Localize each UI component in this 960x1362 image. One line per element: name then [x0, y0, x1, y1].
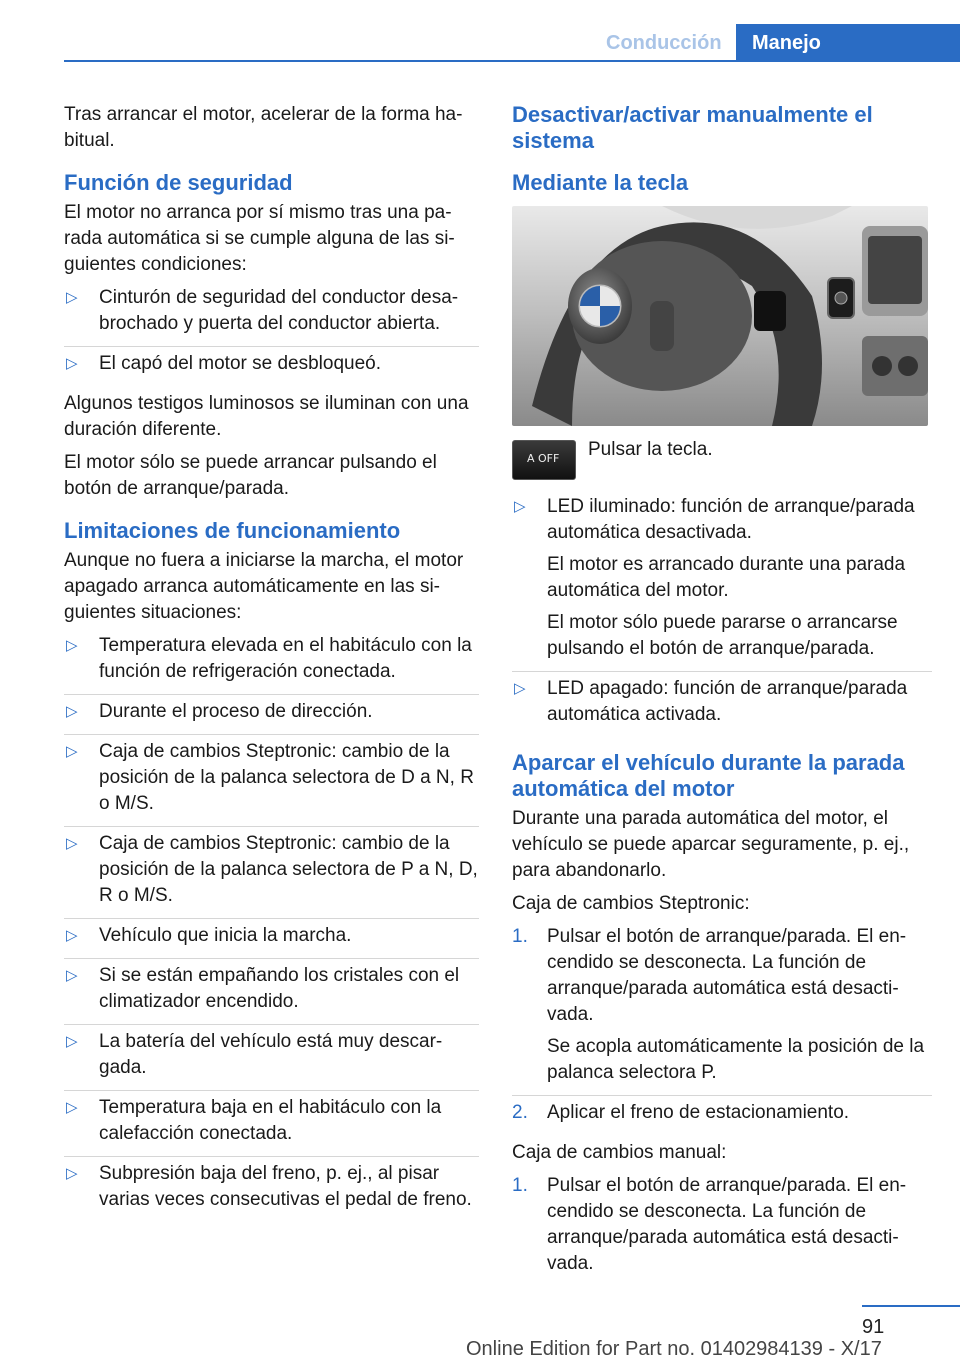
left-column: [64, 102, 479, 1227]
list-item: ▷ Cinturón de seguridad del conductor desa‐brochado y puerta del conductor abierta.: [64, 285, 479, 343]
list-item: ▷ Temperatura baja en el habitáculo con la calefacción conectada.: [64, 1095, 479, 1153]
led-on-sub-1: El motor es arrancado durante una parada automática del motor.: [547, 554, 906, 601]
intro-paragraph: Tras arrancar el motor, acelerar de la forma ha‐bitual.: [64, 104, 463, 151]
parking-paragraph: Durante una parada automática del motor, el vehículo se puede aparcar seguramente, p. ej., para abandonarlo.: [512, 808, 910, 881]
list-item: ▷ La batería del vehículo está muy descar‐gada.: [64, 1029, 479, 1087]
start-paragraph: El motor sólo se puede arrancar pulsando el botón de arranque/parada.: [64, 452, 437, 499]
step-number: 1.: [512, 1175, 528, 1196]
step-number: 1.: [512, 926, 528, 947]
list-item: ▷ Si se están empañando los cristales con el climatizador encendido.: [64, 963, 479, 1021]
list-item: [512, 494, 932, 668]
list-item: ▷ Caja de cambios Steptronic: cambio de la posición de la palanca selectora de D a N, R o M/S.: [64, 739, 479, 823]
step-number: 2.: [512, 1102, 528, 1123]
list-item: ▷ Subpresión baja del freno, p. ej., al pisar varias veces consecutivas el pedal de freno.: [64, 1161, 479, 1219]
page-number: 91: [862, 1316, 885, 1338]
steptronic-steps: [512, 924, 932, 1132]
list-item: ▷ Temperatura elevada en el habitáculo con la función de refrigeración conectada.: [64, 633, 479, 691]
lamps-paragraph: Algunos testigos luminosos se iluminan con una duración diferente.: [64, 393, 469, 440]
key-icon-label: A OFF: [527, 452, 560, 465]
heading-safety-function: Función de seguridad: [64, 170, 293, 195]
list-item: ▷ El capó del motor se desbloqueó.: [64, 351, 479, 383]
led-list: [512, 494, 932, 734]
step-text: Pulsar el botón de arranque/parada. El en‐cendido se desconecta. La función de arranque/parada automática está desacti‐vada.: [547, 926, 907, 1025]
step-sub: Se acopla automáticamente la posición de la palanca selectora P.: [547, 1036, 925, 1083]
safety-paragraph: El motor no arranca por sí mismo tras una pa‐rada automática si se cumple alguna de las si‐guientes condiciones:: [64, 202, 455, 275]
safety-list: [64, 285, 479, 383]
limitations-paragraph: Aunque no fuera a iniciarse la marcha, el motor apagado arranca automáticamente en las si‐guientes situaciones:: [64, 550, 464, 623]
key-row: [512, 440, 932, 482]
list-item: [512, 1173, 932, 1283]
heading-via-button: Mediante la tecla: [512, 170, 689, 195]
heading-parking: Aparcar el vehículo durante la parada automática del motor: [512, 750, 905, 801]
led-on-sub-2: El motor sólo puede pararse o arrancarse pulsando el botón de arranque/parada.: [547, 612, 898, 659]
list-item: ▷ Durante el proceso de dirección.: [64, 699, 479, 731]
header-chapter-tab: Manejo: [736, 24, 960, 62]
list-item: [512, 924, 932, 1092]
manual-steps: [512, 1173, 932, 1283]
led-on-text: LED iluminado: función de arranque/parada automática desactivada.: [547, 496, 915, 543]
list-item: ▷ Vehículo que inicia la marcha.: [64, 923, 479, 955]
footer-rule: [862, 1305, 960, 1307]
list-item: ▷ LED apagado: función de arranque/parada automática activada.: [512, 676, 932, 734]
header-rule: [64, 60, 960, 62]
manual-label: Caja de cambios manual:: [512, 1142, 727, 1163]
limitations-list: [64, 633, 479, 1219]
steering-wheel-photo: [512, 206, 928, 426]
steptronic-label: Caja de cambios Steptronic:: [512, 893, 750, 914]
auto-start-stop-off-button-icon: [512, 440, 576, 480]
right-column: [512, 102, 932, 1291]
heading-manual-toggle: Desactivar/activar manualmente el sistema: [512, 102, 873, 153]
header-section-label: Conducción: [606, 32, 722, 54]
step-text: Pulsar el botón de arranque/parada. El en‐cendido se desconecta. La función de arranque/parada automática está desacti‐vada.: [547, 1175, 907, 1274]
list-item: ▷ Caja de cambios Steptronic: cambio de la posición de la palanca selectora de P a N, D, R o M/S.: [64, 831, 479, 915]
edition-footer: Online Edition for Part no. 01402984139 - X/17: [466, 1338, 882, 1360]
heading-limitations: Limitaciones de funcionamiento: [64, 518, 401, 543]
step-text: Aplicar el freno de estacionamiento.: [547, 1102, 850, 1123]
key-instruction: Pulsar la tecla.: [588, 439, 713, 460]
list-item: [512, 1100, 932, 1132]
